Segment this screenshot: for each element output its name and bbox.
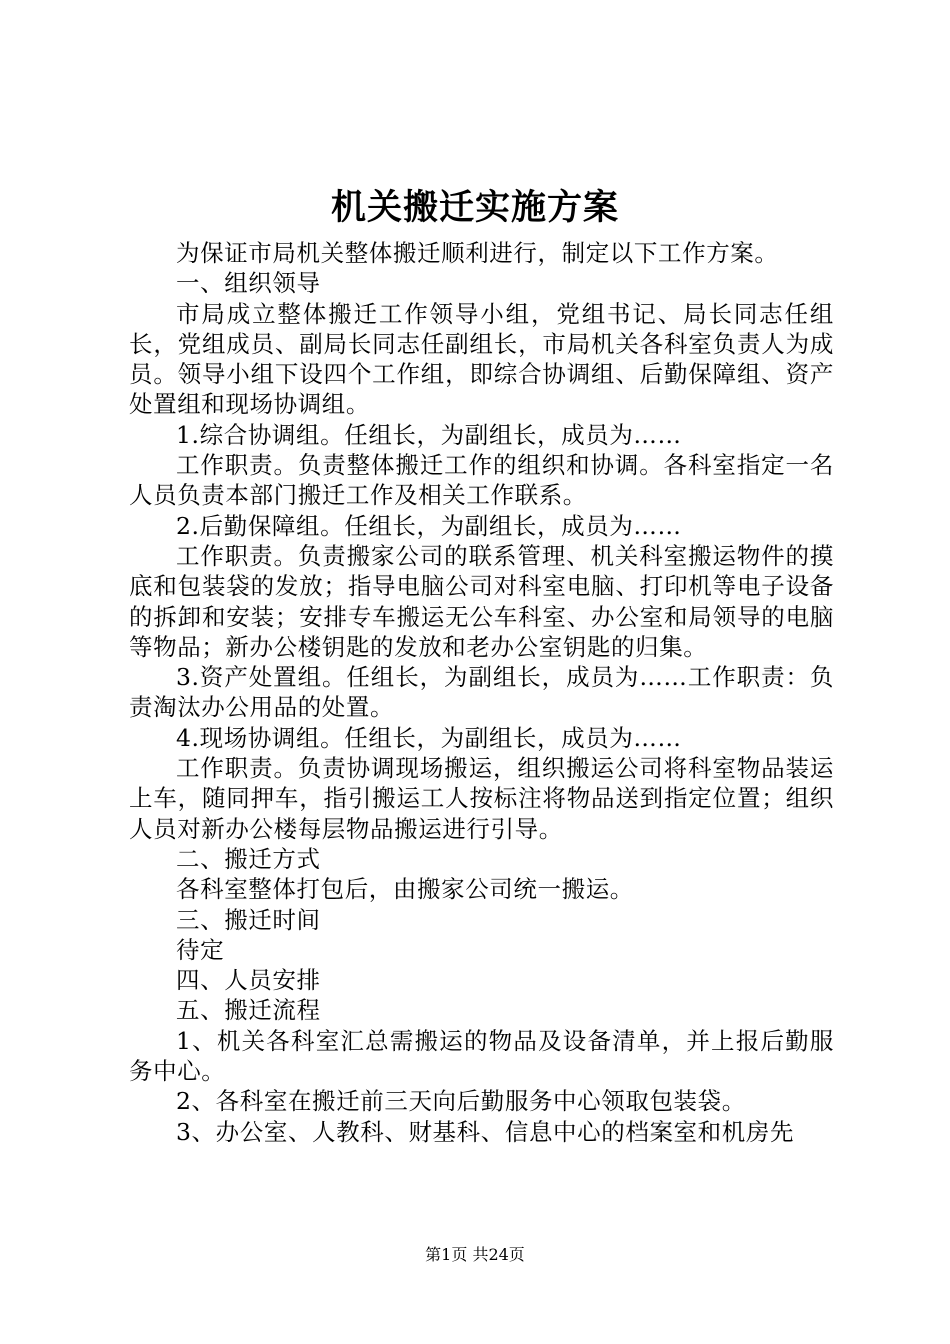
paragraph: 工作职责。负责整体搬迁工作的组织和协调。各科室指定一名人员负责本部门搬迁工作及相关工作联系。 [129, 451, 834, 510]
paragraph: 3.资产处置组。任组长，为副组长，成员为……工作职责：负责淘汰办公用品的处置。 [129, 663, 834, 722]
paragraph: 市局成立整体搬迁工作领导小组，党组书记、局长同志任组长，党组成员、副局长同志任副组长，市局机关各科室负责人为成员。领导小组下设四个工作组，即综合协调组、后勤保障组、资产处置组和现场协调组。 [129, 299, 834, 419]
paragraph: 2.后勤保障组。任组长，为副组长，成员为…… [176, 511, 682, 540]
page-footer: 第1页 共24页 [425, 1245, 525, 1264]
section-heading: 五、搬迁流程 [176, 996, 321, 1025]
document-title: 机关搬迁实施方案 [330, 187, 619, 228]
paragraph: 1、机关各科室汇总需搬运的物品及设备清单，并上报后勤服务中心。 [129, 1026, 834, 1086]
document-body [129, 238, 834, 1147]
paragraph: 各科室整体打包后，由搬家公司统一搬运。 [176, 875, 634, 904]
paragraph: 1.综合协调组。任组长，为副组长，成员为…… [176, 420, 682, 449]
section-heading: 二、搬迁方式 [176, 844, 321, 873]
paragraph: 为保证市局机关整体搬迁顺利进行，制定以下工作方案。 [176, 239, 779, 267]
paragraph: 工作职责。负责协调现场搬运，组织搬运公司将科室物品装运上车，随同押车，指引搬运工人按标注将物品送到指定位置；组织人员对新办公楼每层物品搬运进行引导。 [129, 754, 834, 843]
paragraph: 4.现场协调组。任组长，为副组长，成员为…… [176, 723, 682, 752]
section-heading: 三、搬迁时间 [176, 905, 321, 934]
paragraph: 2、各科室在搬迁前三天向后勤服务中心领取包装袋。 [176, 1087, 746, 1116]
paragraph: 工作职责。负责搬家公司的联系管理、机关科室搬运物件的摸底和包装袋的发放；指导电脑公司对科室电脑、打印机等电子设备的拆卸和安装；安排专车搬运无公车科室、办公室和局领导的电脑等物品；新办公楼钥匙的发放和老办公室钥匙的归集。 [129, 541, 834, 661]
section-heading: 一、组织领导 [176, 269, 321, 298]
section-heading: 四、人员安排 [176, 966, 321, 995]
paragraph: 待定 [176, 935, 225, 964]
paragraph: 3、办公室、人教科、财基科、信息中心的档案室和机房先 [176, 1117, 795, 1146]
